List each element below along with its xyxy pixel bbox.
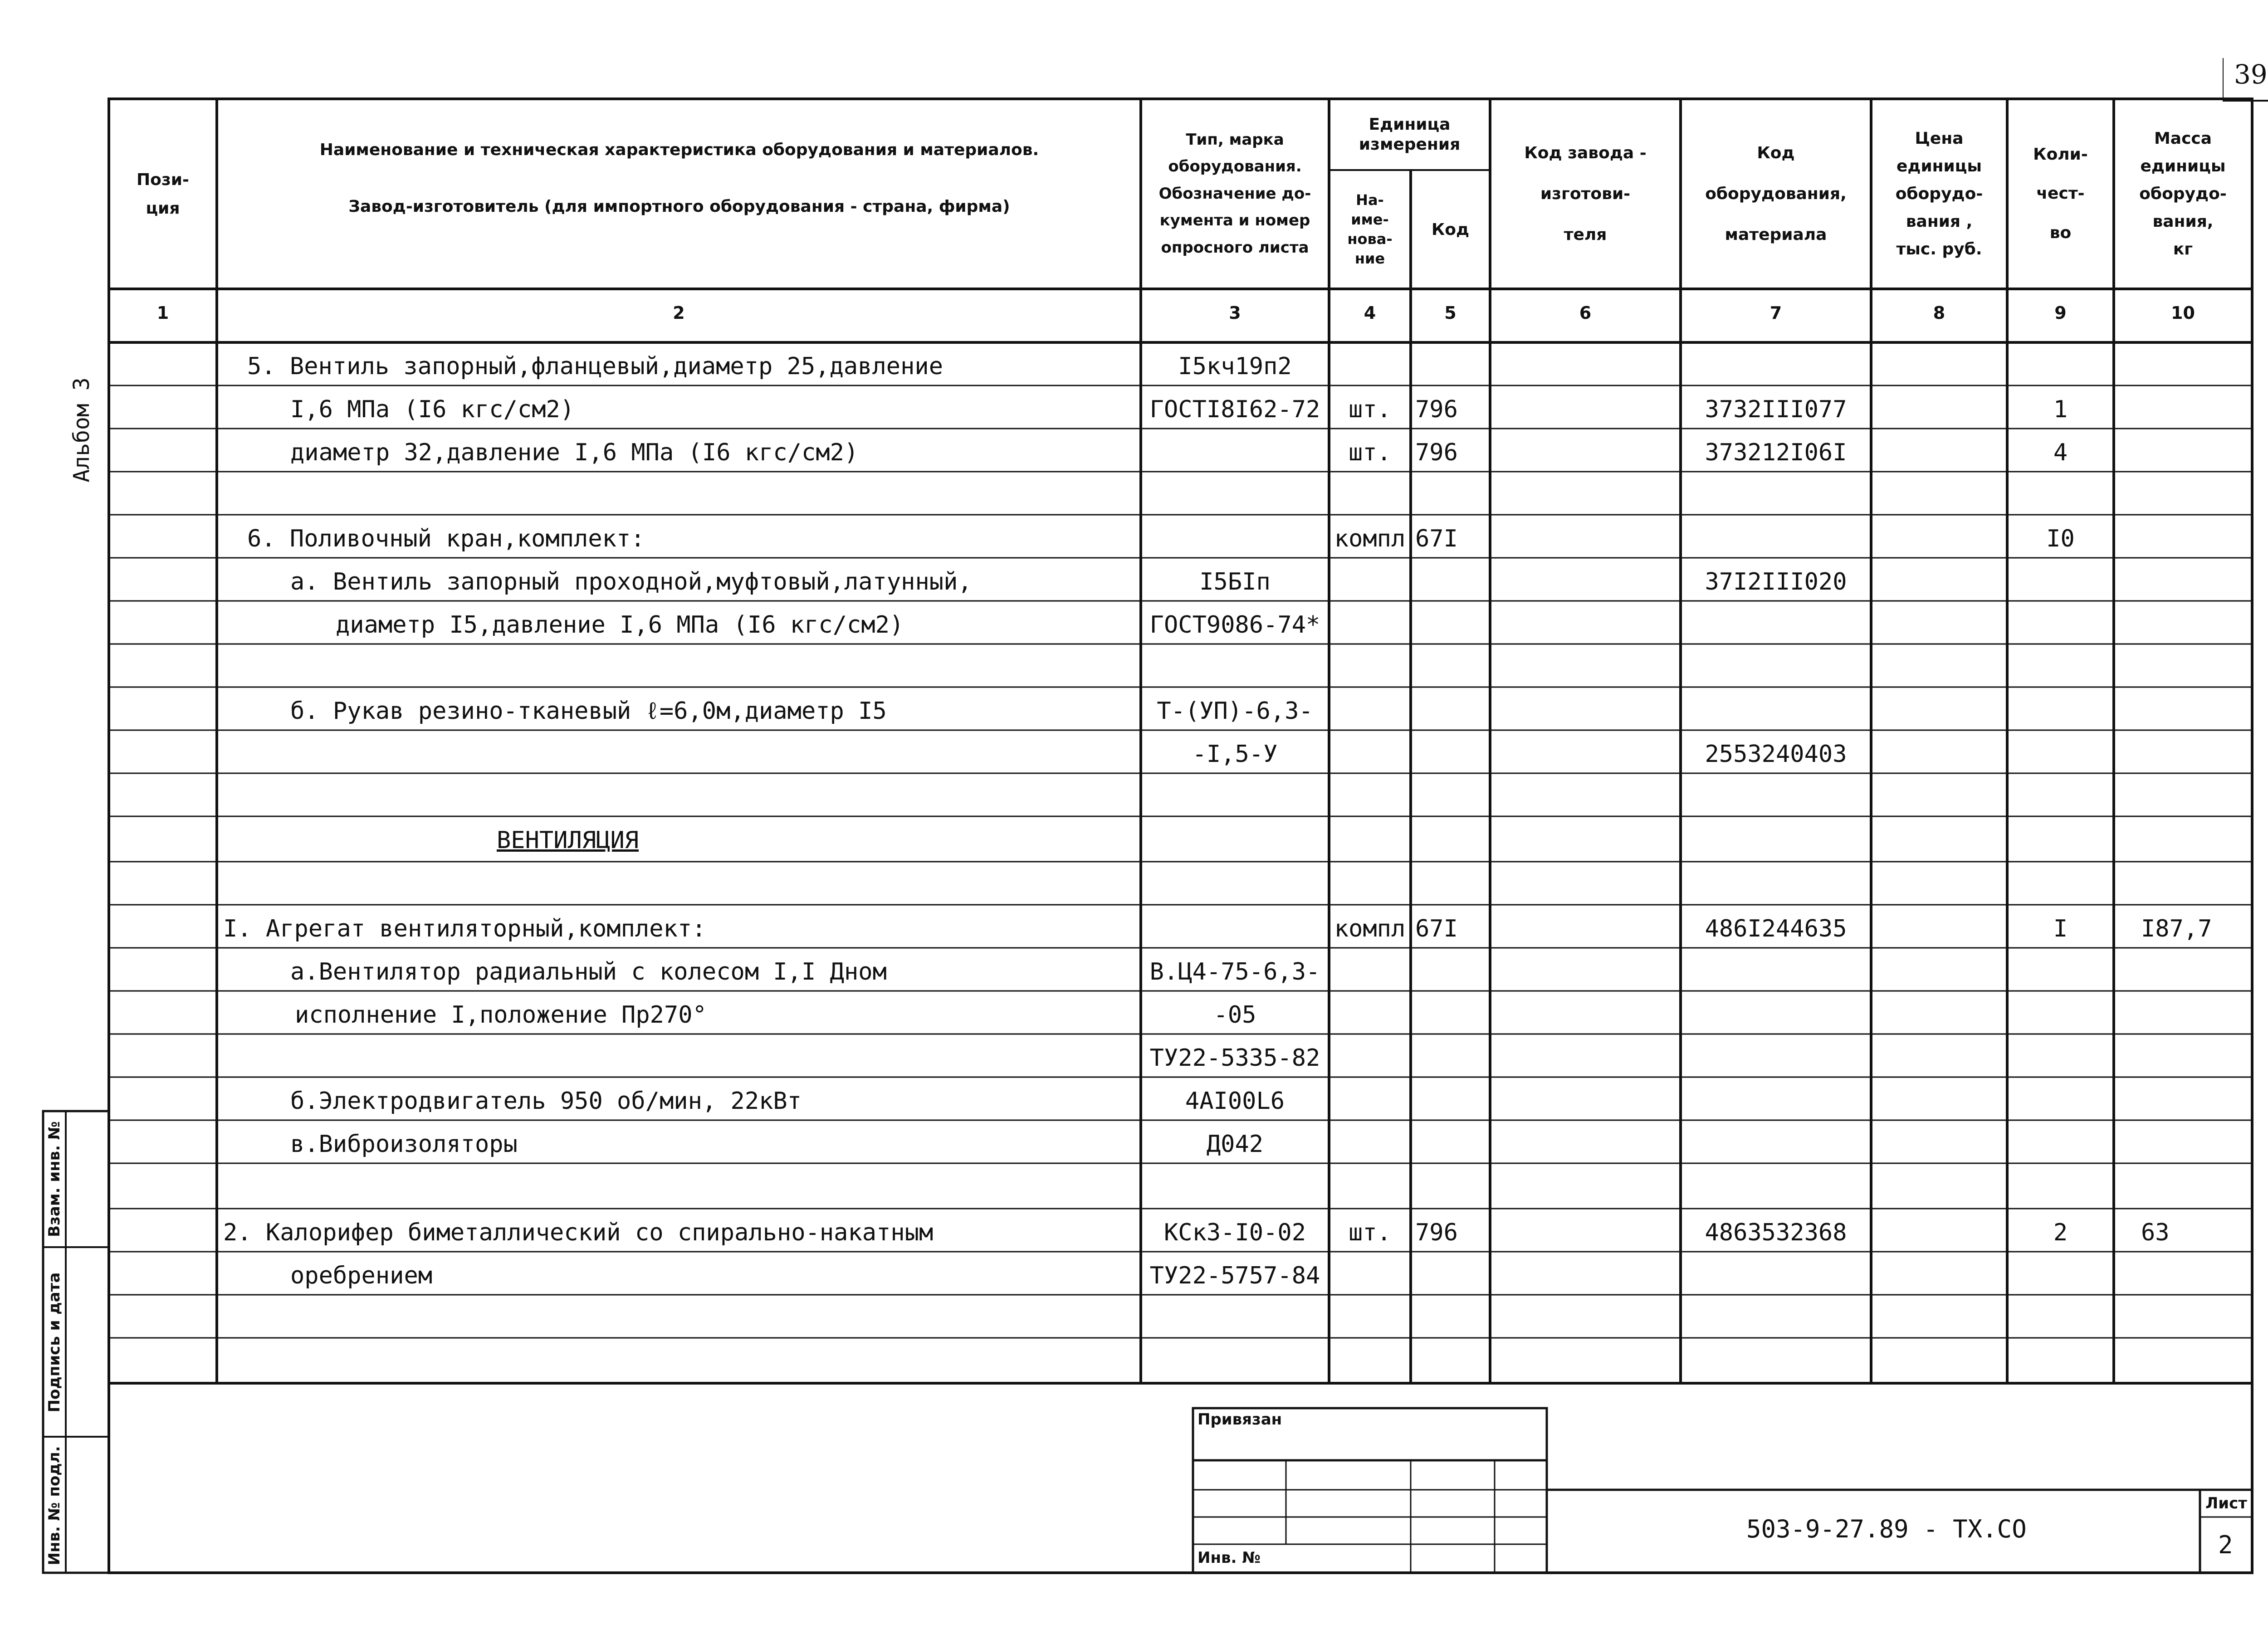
header-mass: Масса единицы оборудо- вания, кг	[2139, 129, 2227, 259]
album-label: Альбом 3	[69, 377, 94, 483]
row-unit: шт.	[1349, 396, 1391, 423]
colnum-10: 10	[2171, 303, 2195, 323]
row-quantity: 4	[2053, 439, 2068, 466]
row-type: ТУ22-5757-84	[1149, 1262, 1320, 1289]
row-unit-code: 796	[1415, 1219, 1458, 1246]
row-quantity: 2	[2053, 1219, 2068, 1246]
row-type: ТУ22-5335-82	[1149, 1044, 1320, 1072]
stamp-podpis-data: Подпись и дата	[45, 1272, 64, 1413]
stamp-inv: Инв. №	[1198, 1549, 1261, 1567]
row-equipment-code: 373212I06I	[1705, 439, 1847, 466]
doc-code: 503-9-27.89 - ТХ.СО	[1746, 1515, 2027, 1543]
colnum-3: 3	[1229, 303, 1241, 323]
row-quantity: I	[2053, 915, 2068, 942]
row-name: а. Вентиль запорный проходной,муфтовый,латунный,	[290, 568, 972, 595]
row-name: б. Рукав резино-тканевый ℓ=6,0м,диаметр I5	[290, 697, 887, 725]
header-quantity: Коли- чест- во	[2033, 145, 2088, 242]
colnum-5: 5	[1444, 303, 1457, 323]
row-name: I,6 МПа (I6 кгс/см2)	[290, 396, 575, 423]
header-name-line1: Наименование и техническая характеристика оборудования и материалов.	[319, 140, 1039, 159]
row-name: ВЕНТИЛЯЦИЯ	[497, 827, 639, 854]
row-unit-code: 796	[1415, 396, 1458, 423]
colnum-1: 1	[156, 303, 169, 323]
list-label: Лист	[2205, 1494, 2247, 1512]
row-type: I5кч19п2	[1178, 353, 1292, 380]
row-name: 5. Вентиль запорный,фланцевый,диаметр 25,давление	[247, 353, 943, 380]
row-unit: компл	[1334, 525, 1406, 552]
row-type: I5БIп	[1199, 568, 1271, 595]
row-unit: шт.	[1349, 1219, 1391, 1246]
row-type: В.Ц4-75-6,3-	[1149, 958, 1320, 985]
header-unit: Единица измерения	[1359, 115, 1461, 154]
page-number: 39	[2234, 59, 2268, 90]
stamp-vzam-inv: Взам. инв. №	[45, 1121, 64, 1237]
header-name-line2: Завод-изготовитель (для импортного оборудования - страна, фирма)	[348, 197, 1010, 216]
row-type: ГОСТI8I62-72	[1149, 396, 1320, 423]
row-quantity: I0	[2046, 525, 2075, 552]
row-equipment-code: 3732III077	[1705, 396, 1847, 423]
row-type: -I,5-У	[1192, 741, 1278, 768]
row-quantity: 1	[2053, 396, 2068, 423]
row-unit-code: 67I	[1415, 525, 1458, 552]
row-type: ГОСТ9086-74*	[1149, 611, 1320, 639]
row-mass: 63	[2141, 1219, 2170, 1246]
header-type: Тип, марка оборудования. Обозначение до- кумента и номер опросного листа	[1158, 130, 1311, 257]
header-price: Цена единицы оборудо- вания , тыс. руб.	[1895, 129, 1983, 259]
row-name: исполнение I,положение Пр270°	[295, 1001, 707, 1029]
row-name: а.Вентилятор радиальный с колесом I,I Дном	[290, 958, 887, 985]
colnum-4: 4	[1364, 303, 1376, 323]
colnum-2: 2	[673, 303, 685, 323]
row-name: диаметр I5,давление I,6 МПа (I6 кгс/см2)	[336, 611, 904, 639]
row-name: диаметр 32,давление I,6 МПа (I6 кгс/см2)	[290, 439, 859, 466]
colnum-6: 6	[1579, 303, 1592, 323]
colnum-7: 7	[1769, 303, 1782, 323]
row-name: 2. Калорифер биметаллический со спирально-накатным	[223, 1219, 934, 1246]
colnum-8: 8	[1933, 303, 1945, 323]
row-name: б.Электродвигатель 950 об/мин, 22кВт	[290, 1088, 802, 1115]
stamp-privyazan: Привязан	[1198, 1410, 1282, 1429]
row-name: в.Виброизоляторы	[290, 1131, 518, 1158]
row-type: Д042	[1206, 1131, 1264, 1158]
list-number: 2	[2218, 1531, 2233, 1559]
row-name: 6. Поливочный кран,комплект:	[247, 525, 645, 552]
row-name: оребрением	[290, 1262, 433, 1289]
row-unit-code: 796	[1415, 439, 1458, 466]
stamp-inv-podl: Инв. № подл.	[45, 1446, 64, 1566]
header-unit-name: На- име- нова- ние	[1347, 191, 1393, 268]
row-equipment-code: 4863532368	[1705, 1219, 1847, 1246]
row-type: 4АI00L6	[1185, 1088, 1285, 1115]
row-unit: шт.	[1349, 439, 1391, 466]
row-unit: компл	[1334, 915, 1406, 942]
header-equipment-code: Код оборудования, материала	[1705, 143, 1847, 244]
header-position: Пози- ция	[137, 170, 189, 218]
colnum-9: 9	[2054, 303, 2067, 323]
header-factory-code: Код завода - изготови- теля	[1524, 143, 1647, 244]
row-equipment-code: 486I244635	[1705, 915, 1847, 942]
row-type: -05	[1213, 1001, 1256, 1029]
row-name: I. Агрегат вентиляторный,комплект:	[223, 915, 706, 942]
row-unit-code: 67I	[1415, 915, 1458, 942]
row-equipment-code: 37I2III020	[1705, 568, 1847, 595]
row-type: Т-(УП)-6,3-	[1157, 697, 1313, 725]
row-mass: I87,7	[2141, 915, 2212, 942]
header-unit-code: Код	[1431, 220, 1470, 239]
row-type: КСк3-I0-02	[1163, 1219, 1306, 1246]
row-equipment-code: 2553240403	[1705, 741, 1847, 768]
